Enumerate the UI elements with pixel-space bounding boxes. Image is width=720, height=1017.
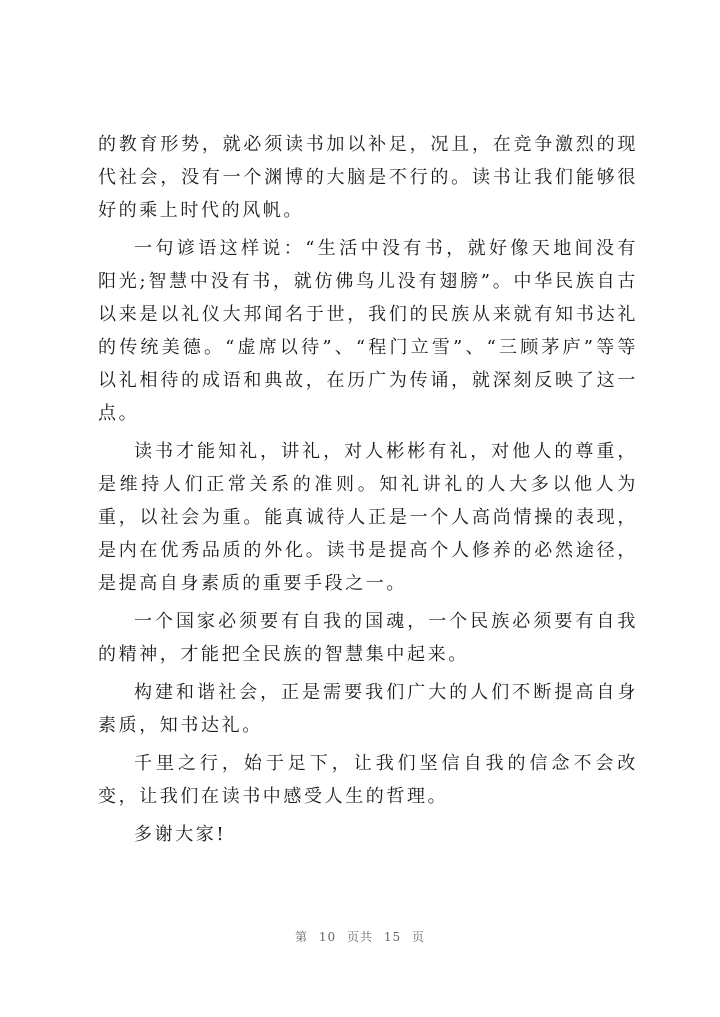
paragraph-harmonious-society: 构建和谐社会，正是需要我们广大的人们不断提高自身素质，知书达礼。 <box>98 682 638 736</box>
paragraph-thanks: 多谢大家! <box>134 824 227 845</box>
footer-page-mid: 页共 <box>346 930 373 944</box>
paragraph-journey: 千里之行，始于足下，让我们坚信自我的信念不会改变，让我们在读书中感受人生的哲理。 <box>98 753 638 807</box>
footer-total-pages: 15 <box>383 930 402 944</box>
footer-page-prefix: 第 <box>295 930 309 944</box>
paragraph-proverb: 一句谚语这样说：“生活中没有书，就好像天地间没有阳光;智慧中没有书，就仿佛鸟儿没有翅膀”。中华民族自古以来是以礼仪大邦闻名于世，我们的民族从来就有知书达礼的传统美德。“虚席以待”、“程门立雪”、“三顾茅庐”等等以礼相待的成语和典故，在历广为传诵，就深刻反映了这一点。 <box>98 238 638 424</box>
paragraph-etiquette: 读书才能知礼，讲礼，对人彬彬有礼，对他人的尊重，是维持人们正常关系的准则。知礼讲礼的人大多以他人为重，以社会为重。能真诚待人正是一个人高尚情操的表现，是内在优秀品质的外化。读书是提高个人修养的必然途径，是提高自身素质的重要手段之一。 <box>98 441 638 594</box>
paragraph-national-spirit: 一个国家必须要有自我的国魂，一个民族必须要有自我的精神，才能把全民族的智慧集中起来。 <box>98 611 638 665</box>
document-body <box>98 128 638 851</box>
page-footer <box>0 928 720 945</box>
footer-page-suffix: 页 <box>411 930 425 944</box>
paragraph-continuation: 的教育形势，就必须读书加以补足，况且，在竞争激烈的现代社会，没有一个渊博的大脑是不行的。读书让我们能够很好的乘上时代的风帆。 <box>98 134 638 221</box>
footer-current-page: 10 <box>318 930 337 944</box>
